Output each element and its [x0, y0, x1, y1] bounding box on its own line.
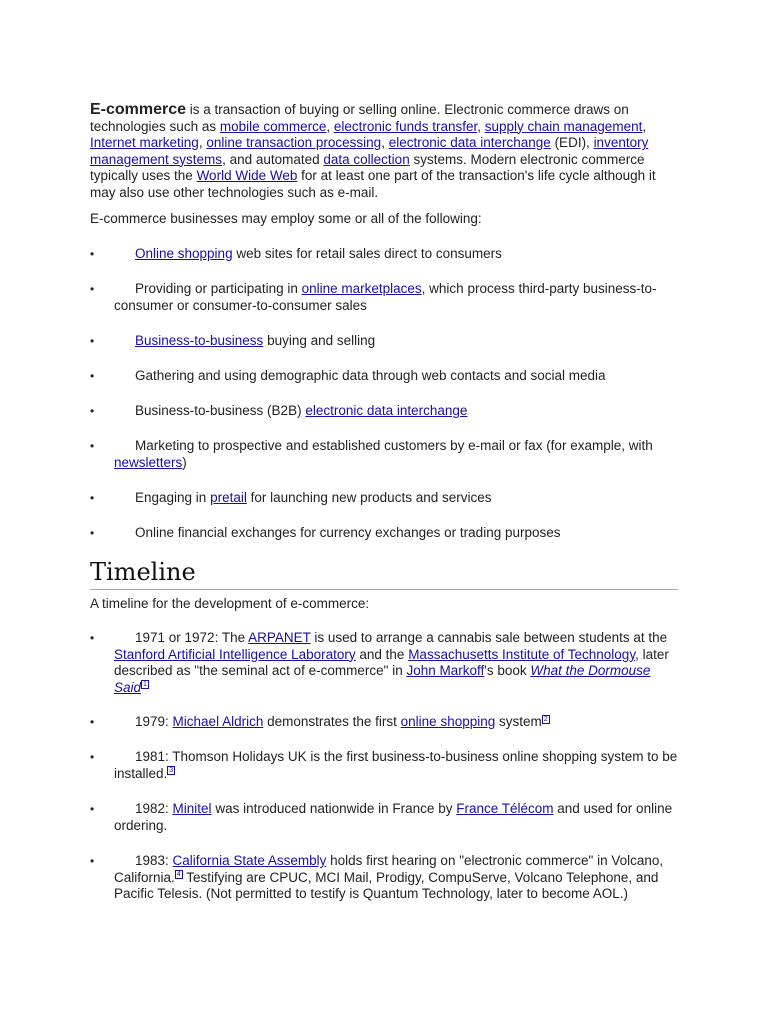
timeline-entry: • 1981: Thomson Holidays UK is the first business-to-business online shopping system to be installed. $^3$	[90, 749, 678, 781]
bullet-icon: •	[90, 631, 95, 645]
link-online-transaction-processing[interactable]: online transaction processing	[206, 135, 382, 150]
link-online-marketplaces[interactable]: online marketplaces	[301, 281, 422, 296]
link-electronic-funds-transfer[interactable]: electronic funds transfer	[333, 118, 478, 134]
link-internet-marketing[interactable]: Internet marketing	[90, 135, 199, 150]
list-lead: E-commerce businesses may employ some or all of the following:	[90, 211, 482, 226]
ref-link-2[interactable]: 2	[543, 715, 548, 723]
bullet-icon: •	[90, 526, 95, 540]
link-data-collection[interactable]: data collection	[323, 151, 410, 167]
bullet-icon: •	[90, 247, 95, 261]
list-item: • Online financial exchanges for currency exchanges or trading purposes	[90, 525, 561, 540]
link-john-markoff[interactable]: John Markoff	[406, 663, 485, 678]
reference-marker	[167, 766, 175, 775]
link-business-to-business[interactable]: Business-to-business	[135, 333, 264, 348]
list-item: • Providing or participating in online marketplaces, which process third-party business-to-consumer or consumer-to-consumer sales	[90, 281, 657, 313]
bullet-icon: •	[90, 334, 95, 348]
link-mobile-commerce[interactable]: mobile commerce	[219, 118, 327, 134]
link-electronic-data-interchange[interactable]: electronic data interchange	[388, 135, 551, 150]
link-edi-b2b[interactable]: electronic data interchange	[305, 403, 468, 418]
bullet-icon: •	[90, 491, 95, 505]
bullet-icon: •	[90, 854, 95, 868]
bullet-icon: •	[90, 369, 95, 383]
ref-link-1[interactable]: 1	[143, 681, 147, 688]
link-supply-chain-management[interactable]: supply chain management	[484, 118, 643, 134]
bullet-icon: •	[90, 404, 95, 418]
link-world-wide-web[interactable]: World Wide Web	[196, 168, 298, 183]
reference-marker	[542, 715, 550, 724]
link-france-telecom[interactable]: France Télécom	[456, 801, 554, 816]
reference-marker	[141, 680, 149, 689]
link-stanford-ai-lab[interactable]: Stanford Artificial Intelligence Laboratory	[114, 646, 356, 662]
bullet-icon: •	[90, 715, 95, 729]
link-california-state-assembly[interactable]: California State Assembly	[172, 853, 327, 868]
link-mit[interactable]: Massachusetts Institute of Technology	[408, 646, 636, 662]
timeline-entry: • 1971 or 1972: The ARPANET is used to arrange a cannabis sale between students at the Stanford Artificial Intelligence Laboratory and the Massachusetts Institute of Technology, later described as "the seminal act of e-commerce" in John Markoff's book What the Dormouse Said $^1$	[90, 630, 669, 695]
term-ecommerce: E-commerce	[90, 101, 187, 118]
bullet-icon: •	[90, 750, 95, 764]
link-michael-aldrich[interactable]: Michael Aldrich	[172, 714, 264, 729]
link-online-shopping-2[interactable]: online shopping	[400, 714, 496, 729]
reference-marker	[175, 870, 183, 879]
link-minitel[interactable]: Minitel	[172, 801, 212, 816]
ref-link-3[interactable]: 3	[169, 767, 174, 774]
list-item: • Engaging in pretail for launching new products and services	[90, 490, 492, 505]
link-what-the-dormouse-said[interactable]: What the Dormouse Said	[114, 663, 651, 695]
timeline-entry: • 1982: Minitel was introduced nationwide in France by France Télécom and used for online ordering.	[90, 801, 673, 833]
list-item: • Online shopping web sites for retail sales direct to consumers	[90, 246, 502, 261]
bullet-icon: •	[90, 802, 95, 816]
link-newsletters[interactable]: newsletters	[114, 454, 183, 470]
link-online-shopping[interactable]: Online shopping	[135, 246, 233, 261]
bullet-icon: •	[90, 282, 95, 296]
section-heading-timeline: Timeline	[90, 557, 678, 590]
link-pretail[interactable]: pretail	[210, 490, 247, 505]
timeline-intro: A timeline for the development of e-commerce:	[90, 596, 370, 611]
list-item: • Gathering and using demographic data through web contacts and social media	[90, 368, 606, 383]
link-inventory-management-systems[interactable]: inventory management systems	[90, 135, 649, 167]
intro-paragraph: E-commerce is a transaction of buying or selling online. Electronic commerce draws on technologies such as mobile commerce, electronic funds transfer, supply chain management, Internet marketing, online transaction processing, electronic data interchange (EDI), inventory management systems, and automated data collection systems. Modern electronic commerce typically uses the World Wide Web for at least one part of the transaction's life cycle although it may also use other technologies such as e-mail.	[90, 101, 656, 200]
ref-link-4[interactable]: 4	[176, 871, 181, 878]
timeline-entry: • 1979: Michael Aldrich demonstrates the first online shopping system $^2$	[90, 714, 548, 729]
timeline-entry: • 1983: California State Assembly holds first hearing on "electronic commerce" in Volcano, California. $^4$ Testifying are CPUC, MCI Mail, Prodigy, CompuServe, Volcano Telephone, and Pacific Telesis. (Not permitted to testify is Quantum Technology, later to become AOL.)	[90, 853, 664, 901]
list-item: • Business-to-business buying and selling	[90, 333, 376, 348]
link-arpanet[interactable]: ARPANET	[248, 630, 311, 645]
list-item: • Marketing to prospective and established customers by e-mail or fax (for example, with newsletters)	[90, 438, 653, 470]
bullet-icon: •	[90, 439, 95, 453]
list-item: • Business-to-business (B2B) electronic data interchange	[90, 403, 468, 418]
